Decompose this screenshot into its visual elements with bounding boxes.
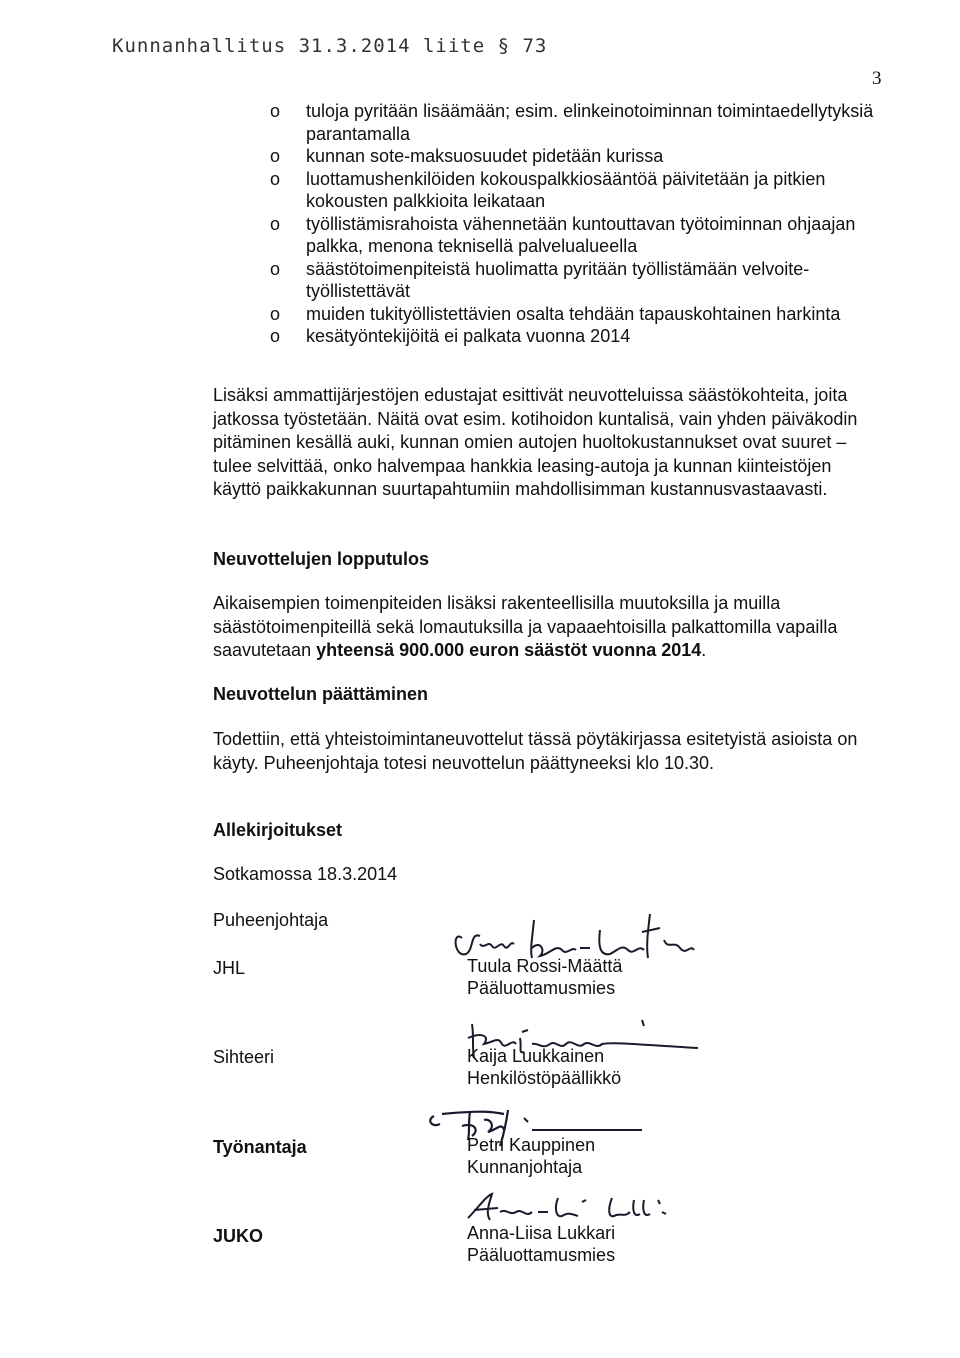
outcome-text-end: . xyxy=(701,640,707,660)
signer-name: Petri Kauppinen xyxy=(467,1135,596,1155)
signer-name: Tuula Rossi-Määttä xyxy=(467,956,623,976)
signer-title: Henkilöstöpäällikkö xyxy=(467,1068,622,1088)
list-item-text: muiden tukityöllistettävien osalta tehdään tapauskohtainen harkinta xyxy=(306,303,841,324)
heading-signatures: Allekirjoitukset xyxy=(213,820,343,840)
list-item-text: kesätyöntekijöitä ei palkata vuonna 2014 xyxy=(306,326,631,346)
list-item-text: säästötoimenpiteistä huolimatta pyritään työllistämään velvoitetyöllistettävät xyxy=(306,258,810,301)
bullet-marker: o xyxy=(270,303,281,324)
signature-anna-liisa-lukkari xyxy=(462,1190,692,1224)
outcome-text: Aikaisempien toimenpiteiden lisäksi rakenteellisilla muutoksilla ja muilla säästötoimenpiteillä sekä lomautuksilla ja vapaaehtoisilla palkattomilla vapailla saavutetaan xyxy=(213,593,838,660)
bullet-marker: o xyxy=(270,146,281,166)
place-date: Sotkamossa 18.3.2014 xyxy=(213,864,398,884)
signer-title: Pääluottamusmies xyxy=(467,1245,616,1265)
list-item xyxy=(270,258,890,303)
heading-negotiation-closing: Neuvottelun päättäminen xyxy=(213,684,429,704)
list-item xyxy=(270,145,890,168)
measures-list xyxy=(270,100,890,348)
document-stamp: Kunnanhallitus 31.3.2014 liite § 73 xyxy=(112,35,548,57)
signer-name: Anna-Liisa Lukkari xyxy=(467,1223,616,1243)
list-item-text: kunnan sote-maksuosuudet pidetään kurissa xyxy=(306,146,664,166)
list-item-text: luottamushenkilöiden kokouspalkkiosääntöä päivitetään ja pitkien kokousten palkkioita leikataan xyxy=(306,168,826,211)
list-item xyxy=(270,100,890,145)
bullet-marker: o xyxy=(270,101,281,121)
paragraph-closing: Todettiin, että yhteistoimintaneuvottelut tässä pöytäkirjassa esitetyistä asioista on käyty. Puheenjohtaja totesi neuvottelun päättyneeksi klo 10.30. xyxy=(213,729,858,773)
bullet-marker: o xyxy=(270,326,281,346)
bullet-marker: o xyxy=(270,258,281,279)
list-item-text: tuloja pyritään lisäämään; esim. elinkeinotoiminnan toimintaedellytyksiä parantamalla xyxy=(306,101,874,144)
signer-name: Kaija Luukkainen xyxy=(467,1046,605,1066)
list-item xyxy=(270,168,890,213)
bullet-marker: o xyxy=(270,168,281,189)
bullet-marker: o xyxy=(270,213,281,234)
signer-title: Pääluottamusmies xyxy=(467,978,616,998)
chair-label: Puheenjohtaja xyxy=(213,910,329,930)
heading-negotiation-outcome: Neuvottelujen lopputulos xyxy=(213,549,429,569)
list-item xyxy=(270,213,890,258)
role-secretary: Sihteeri xyxy=(213,1047,275,1067)
role-jhl: JHL xyxy=(213,958,246,978)
outcome-total-savings: yhteensä 900.000 euron säästöt vuonna 2014 xyxy=(316,640,702,660)
signer-title: Kunnanjohtaja xyxy=(467,1157,583,1177)
paragraph-additional-savings: Lisäksi ammattijärjestöjen edustajat esittivät neuvotteluissa säästökohteita, joita jatkossa työstetään. Näitä ovat esim. kotihoidon kuntalisä, vain yhden päiväkodin pitäminen kesällä auki, kunnan omien autojen huoltokustannukset ovat suuret – tulee selvittää, onko halvempaa hankkia leasing-autoja ja kunnan kiinteistöjen käyttö paikkakunnan suurtapahtumiin mahdollisimman kustannusvastaavasti. xyxy=(213,385,858,499)
paragraph-outcome xyxy=(213,592,873,663)
role-employer: Työnantaja xyxy=(213,1137,307,1157)
page-number: 3 xyxy=(872,68,882,89)
role-juko: JUKO xyxy=(213,1226,264,1246)
list-item xyxy=(270,325,890,348)
list-item-text: työllistämisrahoista vähennetään kuntouttavan työtoiminnan ohjaajan palkka, menona teknisellä palvelualueella xyxy=(306,213,856,256)
list-item xyxy=(270,303,890,326)
